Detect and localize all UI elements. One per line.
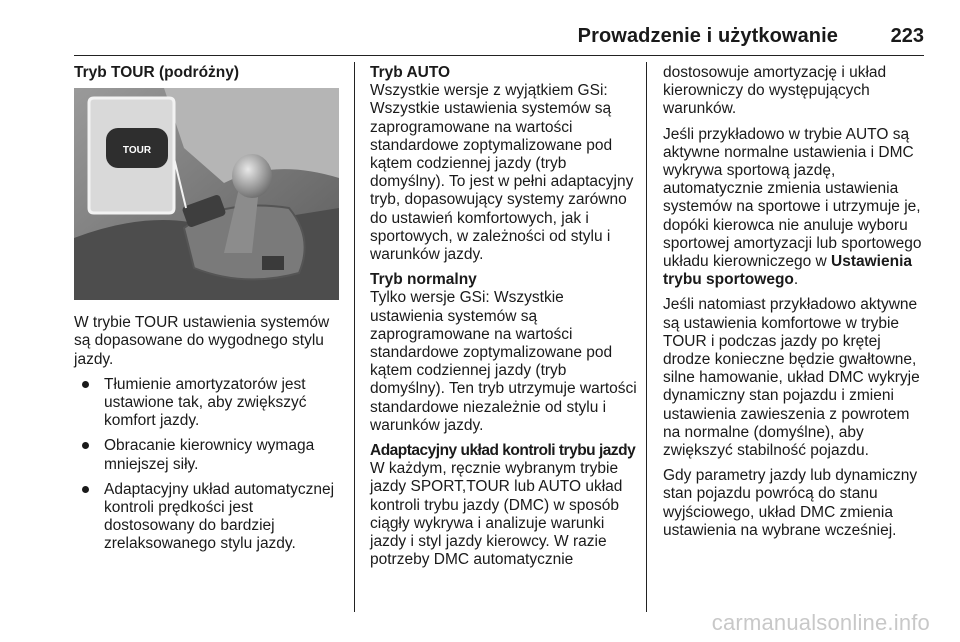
tour-mode-heading: Tryb TOUR (podróżny) [74,64,240,81]
tour-button-illustration [74,88,339,300]
column-divider [354,62,355,612]
column-3 [663,64,929,547]
normal-mode-heading: Tryb normalny [370,271,477,289]
paragraph: Jeśli natomiast przykładowo aktywne są ustawienia komfortowe w trybie TOUR i podczas jazdy po krętej drodze konieczne będzie gwałtowne, silne hamowanie, układ DMC wykryje dynamiczny stan pojazdu i zmieni ustawienia zawieszenia z powrotem na normalne (domyślne), aby zwiększyć stabilność pojazdu. [663,296,920,460]
column-1 [74,64,342,561]
sport-mode-settings-link[interactable]: Ustawienia trybu sportowego [663,253,912,289]
auto-mode-heading: Tryb AUTO [370,64,451,81]
paragraph: dostosowuje amortyzację i układ kierowniczy do występujących warunków. [663,64,887,118]
tour-mode-intro: W trybie TOUR ustawienia systemów są dopasowane do wygodnego stylu jazdy. [74,314,330,368]
tour-mode-features [74,376,342,554]
page-number: 223 [890,25,924,47]
page-header [0,0,960,56]
paragraph: Gdy parametry jazdy lub dynamiczny stan pojazdu powrócą do stanu wyjściowego, układ DMC zmienia ustawienia na wybrane wcześniej. [663,467,918,539]
column-divider [646,62,647,612]
auto-mode-text: Wszystkie wersje z wyjątkiem GSi: Wszystkie ustawienia systemów są zaprogramowane na wartości standardowe zoptymalizowane pod kątem codziennej jazdy (tryb domyślny). To jest w pełni adaptacyjny tryb, dopasowujący systemy zarówno do ustawień komfortowych, jak i sportowych, w zależności od stylu i warunków jazdy. [370,82,634,264]
gear-lever-figure [74,88,339,300]
watermark: carmanualsonline.info [711,610,930,635]
list-item: Obracanie kierownicy wymaga mniejszej siły. [82,437,342,473]
bullet-icon [82,486,89,493]
column-2 [370,64,638,576]
bullet-icon [82,381,89,388]
list-item: Tłumienie amortyzatorów jest ustawione tak, aby zwiększyć komfort jazdy. [82,376,342,431]
normal-mode-text: Tylko wersje GSi: Wszystkie ustawienia systemów są zaprogramowane na wartości standardowe zoptymalizowane pod kątem codziennej jazdy (tryb domyślny). Ten tryb utrzymuje wartości standardowe niezależnie od stylu i warunków jazdy. [370,289,637,434]
dmc-heading: Adaptacyjny układ kontroli trybu jazdy [370,442,636,460]
bullet-icon [82,442,89,449]
header-rule [74,55,924,56]
dmc-text: W każdym, ręcznie wybranym trybie jazdy SPORT,TOUR lub AUTO układ kontroli trybu jazdy (DMC) w sposób ciągły wykrywa i analizuje warunki jazdy i styl jazdy kierowcy. W razie potrzeby DMC automatycznie [370,460,623,569]
list-item: Adaptacyjny układ automatycznej kontroli prędkości jest dostosowany do bardziej zrelaksowanego stylu jazdy. [82,481,342,554]
tour-button-label: TOUR [122,145,152,157]
section-title: Prowadzenie i użytkowanie [577,25,838,47]
paragraph: Jeśli przykładowo w trybie AUTO są aktywne normalne ustawienia i DMC wykrywa sportową jazdę, automatycznie zmienia ustawienia systemów na sportowe i utrzymuje je, dopóki kierowca nie anuluje wyboru sportowej amortyzacji lub sportowego układu kierowniczego w Ustawienia trybu sportowego. [663,125,922,289]
